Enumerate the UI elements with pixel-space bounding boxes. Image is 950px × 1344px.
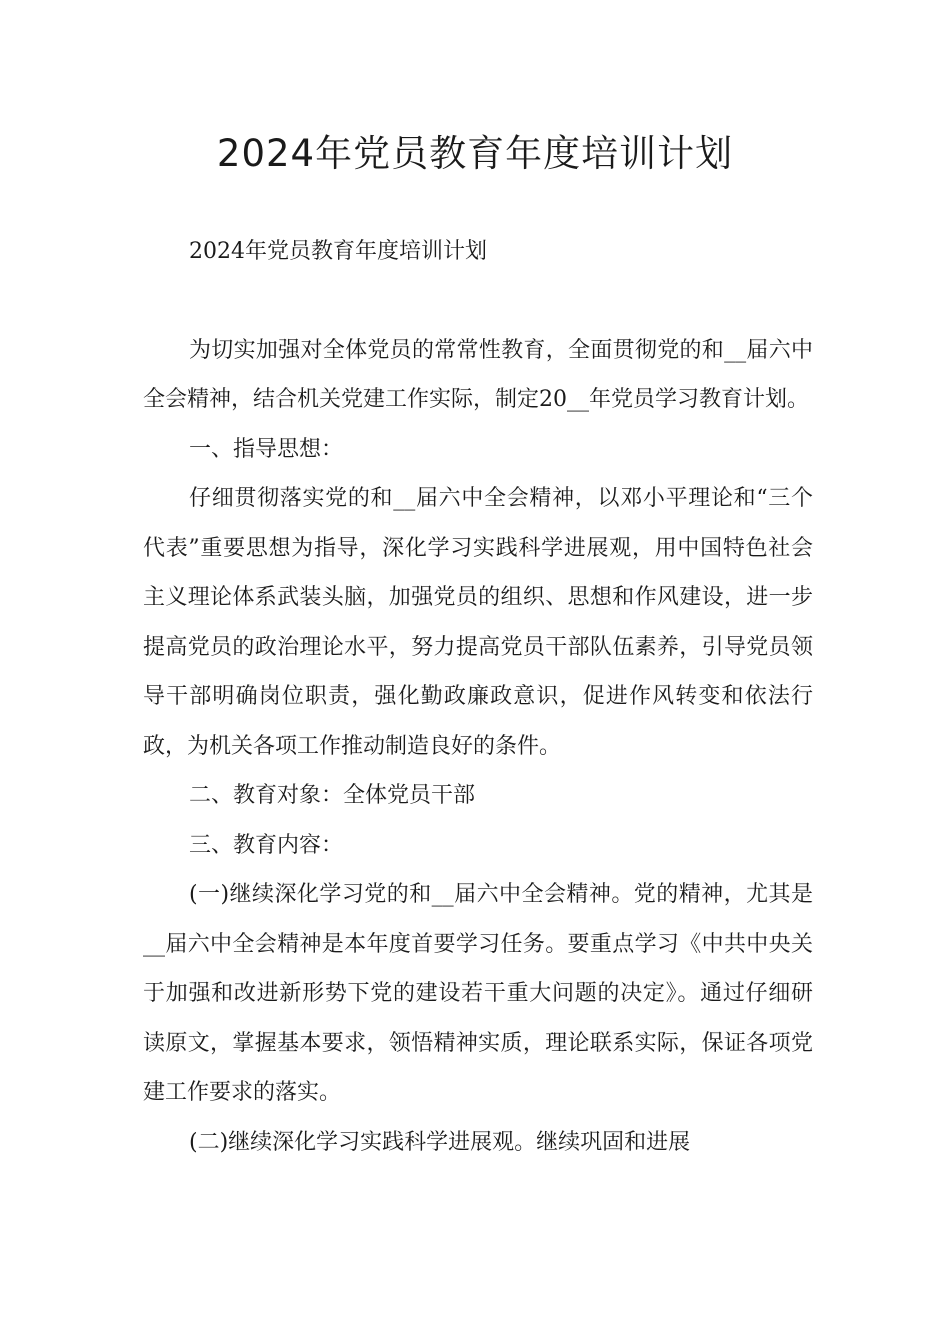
document-title: 2024年党员教育年度培训计划: [216, 132, 734, 175]
document-body: [143, 227, 813, 1167]
heading-education-content: 三、教育内容：: [189, 832, 344, 858]
paragraph-content-item-1: (一)继续深化学习党的和__届六中全会精神。党的精神，尤其是__届六中全会精神是本年度首要学习任务。要重点学习《中共中央关于加强和改进新形势下党的建设若干重大问题的决定》。通过仔细研读原文，掌握基本要求，领悟精神实质，理论联系实际，保证各项党建工作要求的落实。: [143, 882, 813, 1105]
heading-guiding-ideology: 一、指导思想：: [189, 436, 344, 462]
paragraph-guiding-ideology: 仔细贯彻落实党的和__届六中全会精神，以邓小平理论和“三个代表”重要思想为指导，深化学习实践科学进展观，用中国特色社会主义理论体系武装头脑，加强党员的组织、思想和作风建设，进一步提高党员的政治理论水平，努力提高党员干部队伍素养，引导党员领导干部明确岗位职责，强化勤政廉政意识，促进作风转变和依法行政，为机关各项工作推动制造良好的条件。: [143, 486, 813, 759]
paragraph-content-item-2: (二)继续深化学习实践科学进展观。继续巩固和进展: [189, 1129, 691, 1155]
paragraph-intro: 为切实加强对全体党员的常常性教育，全面贯彻党的和__届六中全会精神，结合机关党建工作实际，制定20__年党员学习教育计划。: [143, 337, 813, 412]
document-subtitle: 2024年党员教育年度培训计划: [189, 239, 487, 264]
heading-education-targets: 二、教育对象：全体党员干部: [189, 783, 476, 808]
